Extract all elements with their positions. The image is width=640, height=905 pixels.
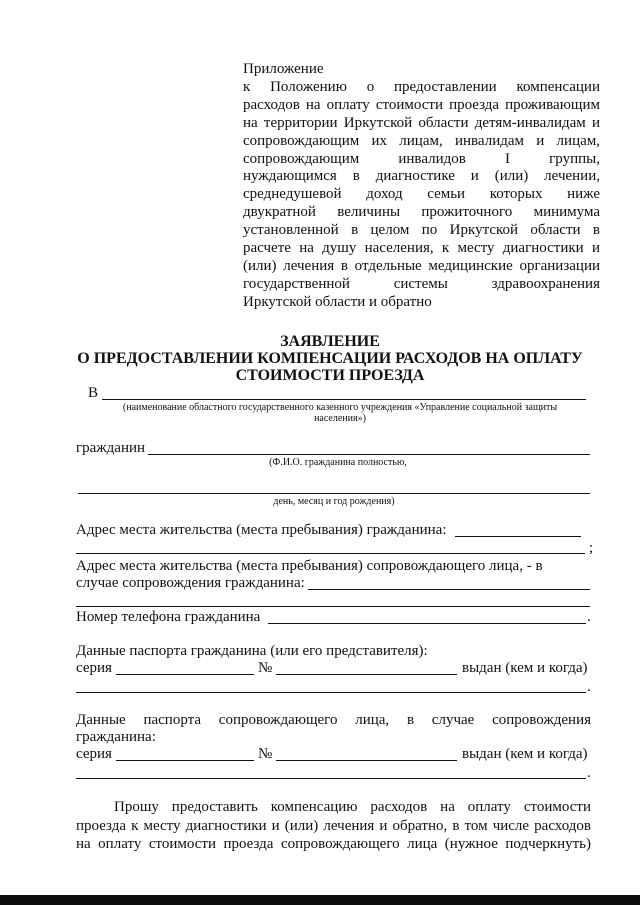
- escort-passport-series-field[interactable]: [116, 760, 254, 761]
- citizen-passport-label: Данные паспорта гражданина (или его представителя):: [76, 643, 428, 659]
- escort-address-label-cont: случае сопровождения гражданина:: [76, 575, 305, 591]
- series-label: серия: [76, 660, 112, 676]
- citizen-birth-caption: день, месяц и год рождения): [273, 496, 395, 507]
- citizen-address-field-cont[interactable]: [76, 553, 585, 554]
- number-label: №: [258, 746, 273, 762]
- citizen-birth-field[interactable]: [78, 493, 590, 494]
- citizen-passport-issued-field[interactable]: [76, 692, 586, 693]
- request-line: на оплату стоимости проезда сопровождающего лица (нужное подчеркнуть): [76, 836, 591, 853]
- addressee-field[interactable]: [102, 399, 586, 400]
- number-label: №: [258, 660, 273, 676]
- escort-address-field-cont[interactable]: [76, 606, 590, 607]
- document-subtitle-line1: О ПРЕДОСТАВЛЕНИИ КОМПЕНСАЦИИ РАСХОДОВ НА ОПЛАТУ: [77, 350, 583, 367]
- escort-passport-label-cont: гражданина:: [76, 729, 156, 745]
- escort-passport-issued-field[interactable]: [76, 778, 586, 779]
- period-mark: .: [587, 765, 591, 781]
- citizen-passport-series-field[interactable]: [116, 674, 254, 675]
- phone-label: Номер телефона гражданина: [76, 609, 261, 625]
- citizen-label: гражданин: [76, 440, 146, 456]
- appendix-line: (или) лечения в отдельные медицинские организации: [243, 257, 600, 274]
- citizen-name-field[interactable]: [148, 454, 590, 455]
- escort-passport-label: Данные паспорта сопровождающего лица, в случае сопровождения: [76, 712, 591, 728]
- appendix-line: Приложение: [243, 61, 324, 77]
- document-subtitle-line2: СТОИМОСТИ ПРОЕЗДА: [235, 367, 425, 384]
- appendix-line: двукратной величины прожиточного минимума: [243, 204, 600, 221]
- escort-address-label: Адрес места жительства (места пребывания) сопровождающего лица, - в: [76, 558, 543, 574]
- series-label: серия: [76, 746, 112, 762]
- request-line: Прошу предоставить компенсацию расходов на оплату стоимости: [114, 799, 591, 815]
- appendix-line: государственной системы здравоохранения: [243, 275, 600, 292]
- citizen-address-field[interactable]: [455, 536, 581, 537]
- appendix-block: [243, 61, 600, 312]
- addressee-label: В: [88, 385, 99, 401]
- appendix-line: расчете на душу населения, к месту диагностики и: [243, 240, 600, 257]
- issued-label: выдан (кем и когда): [462, 660, 588, 676]
- appendix-line: Иркутской области и обратно: [243, 293, 432, 310]
- citizen-name-caption: (Ф.И.О. гражданина полностью,: [269, 457, 407, 468]
- appendix-line: нуждающимся в диагностике и (или) лечении,: [243, 168, 600, 185]
- escort-passport-number-field[interactable]: [276, 760, 457, 761]
- semicolon-mark: ;: [589, 540, 594, 556]
- issued-label: выдан (кем и когда): [462, 746, 588, 762]
- phone-field[interactable]: [268, 623, 586, 624]
- citizen-passport-number-field[interactable]: [276, 674, 457, 675]
- citizen-address-label: Адрес места жительства (места пребывания) гражданина:: [76, 522, 447, 538]
- addressee-caption-cont: населения»): [314, 413, 366, 424]
- appendix-line: сопровождающим инвалидов I группы,: [243, 150, 600, 167]
- document-title: ЗАЯВЛЕНИЕ: [280, 333, 380, 350]
- addressee-caption: (наименование областного государственного казенного учреждения «Управление социальной защиты: [122, 402, 558, 413]
- escort-address-field[interactable]: [308, 589, 590, 590]
- appendix-line: к Положению о предоставлении компенсации: [243, 78, 600, 95]
- period-mark: .: [587, 679, 591, 695]
- request-paragraph: [76, 798, 591, 854]
- request-line: проезда к месту диагностики и (или) лечения и обратно, в том числе расходов: [76, 817, 591, 834]
- appendix-line: сопровождающим их лицам, инвалидам и лицам,: [243, 132, 600, 149]
- appendix-line: среднедушевой доход семьи которых ниже: [243, 186, 600, 203]
- appendix-line: на территории Иркутской области детям-инвалидам и: [243, 114, 600, 131]
- appendix-line: установленной в целом по Иркутской области в: [243, 222, 600, 239]
- period-mark: .: [587, 609, 591, 625]
- page-bottom-edge: [0, 895, 640, 905]
- appendix-line: расходов на оплату стоимости проезда проживающим: [243, 96, 600, 113]
